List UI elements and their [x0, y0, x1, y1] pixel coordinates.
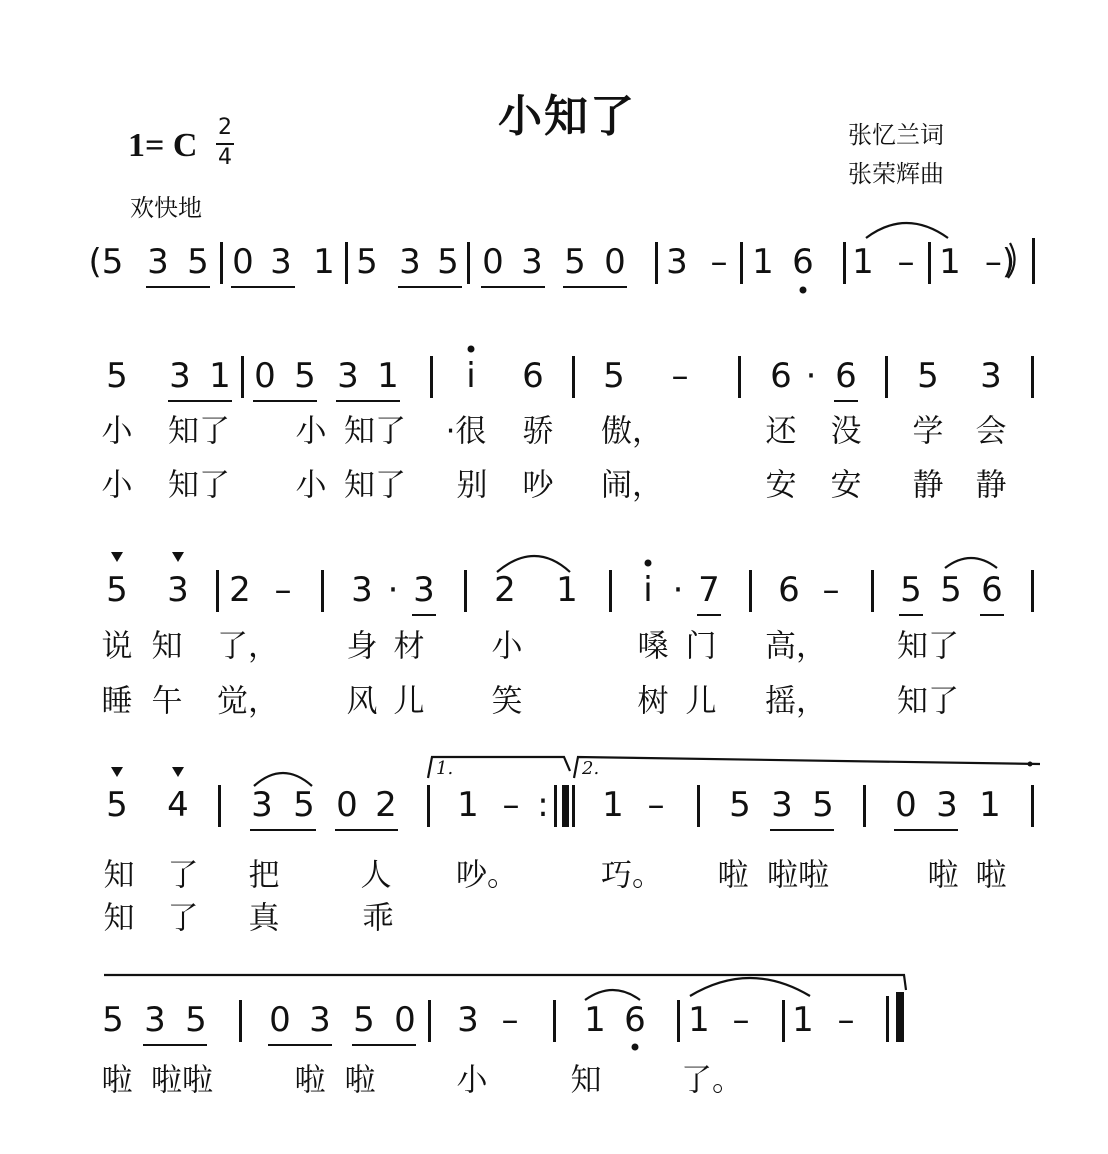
song-title: 小知了	[498, 91, 636, 142]
lyric: 睡	[101, 683, 133, 720]
slur	[866, 223, 948, 238]
note: 6	[770, 356, 792, 396]
slur	[497, 556, 570, 572]
dash: –	[502, 785, 520, 825]
lyric: 别	[456, 467, 488, 504]
time-signature-denominator: 4	[218, 145, 232, 170]
lyric: 还	[765, 413, 797, 450]
note: 3	[251, 785, 273, 825]
lyric: 把	[248, 857, 280, 894]
note: 5	[106, 785, 128, 825]
lyric: 静	[912, 467, 944, 504]
dash: –	[274, 570, 292, 610]
note: i	[643, 570, 653, 610]
dash: –	[822, 570, 840, 610]
volta-2-label: 2.	[582, 758, 600, 779]
note: 5	[356, 242, 378, 282]
note: 1	[792, 1000, 814, 1040]
lyric: 静	[975, 467, 1007, 504]
note: 3	[169, 356, 191, 396]
dash: –	[647, 785, 665, 825]
lyric: 啦	[927, 857, 959, 894]
note: 3	[521, 242, 543, 282]
note: 0	[232, 242, 254, 282]
note: 0	[604, 242, 626, 282]
volta-2-bracket	[574, 757, 1040, 778]
lyric: 知了	[897, 683, 959, 720]
note: 6	[981, 570, 1003, 610]
lyric: 知了	[344, 467, 406, 504]
note: 2	[375, 785, 397, 825]
lyric: 小	[491, 628, 523, 665]
lyric: 闹，	[601, 467, 663, 504]
note: 5	[353, 1000, 375, 1040]
slur	[945, 558, 997, 568]
note: 5	[603, 356, 625, 396]
note: 6	[522, 356, 544, 396]
note: 3	[980, 356, 1002, 396]
note: 5	[187, 242, 209, 282]
dot-mark: ·	[672, 570, 684, 610]
note: i	[466, 356, 476, 396]
lyric: 了	[167, 900, 199, 937]
lyric: 知	[103, 900, 135, 937]
note: 2	[494, 570, 516, 610]
lyric: 吵。	[456, 857, 518, 894]
lyric: 骄	[522, 413, 554, 450]
note: 4	[167, 785, 189, 825]
volta-1-label: 1.	[436, 758, 454, 779]
lyric: 啦啦	[767, 857, 829, 894]
lyric: 风	[346, 683, 378, 720]
lyric: 巧。	[601, 857, 663, 894]
lyric: 高，	[765, 628, 827, 665]
bracket-line	[104, 975, 906, 990]
note: 0	[394, 1000, 416, 1040]
note: 1	[752, 242, 774, 282]
note: 5	[294, 356, 316, 396]
note: 1	[377, 356, 399, 396]
note: 3	[399, 242, 421, 282]
closing-paren	[1008, 243, 1015, 278]
note: 5	[812, 785, 834, 825]
note: 1	[602, 785, 624, 825]
lyric: 安	[765, 467, 797, 504]
composer-credit: 张荣辉曲	[848, 160, 944, 188]
note: 0	[482, 242, 504, 282]
note: 3	[457, 1000, 479, 1040]
lyric: 知	[570, 1062, 602, 1099]
note: 3	[337, 356, 359, 396]
note: 6	[835, 356, 857, 396]
note: 3	[771, 785, 793, 825]
note: 1	[313, 242, 335, 282]
note: 1	[209, 356, 231, 396]
dash: –	[732, 1000, 750, 1040]
lyric: 小	[456, 1062, 488, 1099]
lyric: 了。	[681, 1062, 743, 1099]
note: 1	[584, 1000, 606, 1040]
lyric: 门	[685, 628, 717, 665]
slur	[254, 773, 312, 786]
lyric: 摇，	[765, 683, 827, 720]
lyric: 吵	[522, 467, 554, 504]
lyric: 材	[393, 628, 425, 665]
lyric: 真	[248, 900, 280, 937]
lyric: 小	[101, 467, 133, 504]
lyric: 啦	[717, 857, 749, 894]
note: 0	[254, 356, 276, 396]
note: 1	[939, 242, 961, 282]
note: 0	[336, 785, 358, 825]
note: 0	[895, 785, 917, 825]
lyricist-credit: 张忆兰词	[848, 121, 944, 149]
lyric: 身	[346, 628, 378, 665]
tempo-marking: 欢快地	[130, 194, 202, 222]
note: 1	[852, 242, 874, 282]
note: 6	[778, 570, 800, 610]
note: 5	[293, 785, 315, 825]
note: 5	[106, 570, 128, 610]
lyric: 知了	[168, 413, 230, 450]
lyric: 会	[975, 413, 1007, 450]
note: 5	[900, 570, 922, 610]
lyric: 树	[637, 683, 669, 720]
note: 7	[698, 570, 720, 610]
lyric: 没	[830, 413, 862, 450]
note: 5	[729, 785, 751, 825]
dash: –	[501, 1000, 519, 1040]
note: 3	[351, 570, 373, 610]
note: 3	[936, 785, 958, 825]
dash: –	[897, 242, 915, 282]
note: 3	[147, 242, 169, 282]
note: 5	[917, 356, 939, 396]
lyric: 嗓	[637, 628, 669, 665]
lyric: 小	[101, 413, 133, 450]
lyric: 傲，	[601, 413, 663, 450]
lyric: 儿	[393, 683, 425, 720]
slur	[690, 978, 810, 996]
lyric: 觉，	[217, 683, 279, 720]
lyric: 知	[103, 857, 135, 894]
note: 1	[556, 570, 578, 610]
lyric: 了，	[217, 628, 279, 665]
note: 2	[229, 570, 251, 610]
note: 5	[437, 242, 459, 282]
lyric: 知了	[344, 413, 406, 450]
note: 3	[144, 1000, 166, 1040]
note: 1	[979, 785, 1001, 825]
note: 3	[167, 570, 189, 610]
dash: –	[671, 356, 689, 396]
note: 3	[309, 1000, 331, 1040]
note: 5	[106, 356, 128, 396]
lyric: 啦	[344, 1062, 376, 1099]
lyric: 人	[360, 857, 392, 894]
note: 1	[457, 785, 479, 825]
lyric: 知了	[897, 628, 959, 665]
key-signature: 1= C	[128, 127, 198, 164]
note: 5	[564, 242, 586, 282]
repeat-dots: :	[537, 785, 549, 825]
lyric: 了	[167, 857, 199, 894]
note: 0	[269, 1000, 291, 1040]
dot-mark: ·	[805, 356, 817, 396]
dash: –	[710, 242, 728, 282]
lyric: 啦	[101, 1062, 133, 1099]
volta-1-bracket	[428, 757, 570, 778]
dash: –	[837, 1000, 855, 1040]
note: 6	[792, 242, 814, 282]
lyric: ·很	[445, 413, 487, 450]
note: 6	[624, 1000, 646, 1040]
lyric: 笑	[491, 683, 523, 720]
lyric: 说	[101, 628, 133, 665]
note: 5	[185, 1000, 207, 1040]
lyric: 安	[830, 467, 862, 504]
dash: –)	[984, 242, 1016, 282]
note: 5	[102, 1000, 124, 1040]
dot-mark: ·	[387, 570, 399, 610]
note: 3	[413, 570, 435, 610]
lyric: 小	[295, 413, 327, 450]
lyric: 儿	[685, 683, 717, 720]
lyric: 知了	[168, 467, 230, 504]
note: 3	[270, 242, 292, 282]
lyric: 乖	[362, 900, 394, 937]
note: 5	[940, 570, 962, 610]
note: 3	[666, 242, 688, 282]
time-signature-numerator: 2	[218, 115, 232, 140]
note: 1	[688, 1000, 710, 1040]
lyric: 啦啦	[151, 1062, 213, 1099]
slur	[585, 990, 640, 1000]
lyric: 学	[912, 413, 944, 450]
lyric: 啦	[294, 1062, 326, 1099]
lyric: 知	[151, 628, 183, 665]
note: (5	[88, 242, 124, 282]
lyric: 小	[295, 467, 327, 504]
lyric: 午	[151, 683, 183, 720]
lyric: 啦	[975, 857, 1007, 894]
